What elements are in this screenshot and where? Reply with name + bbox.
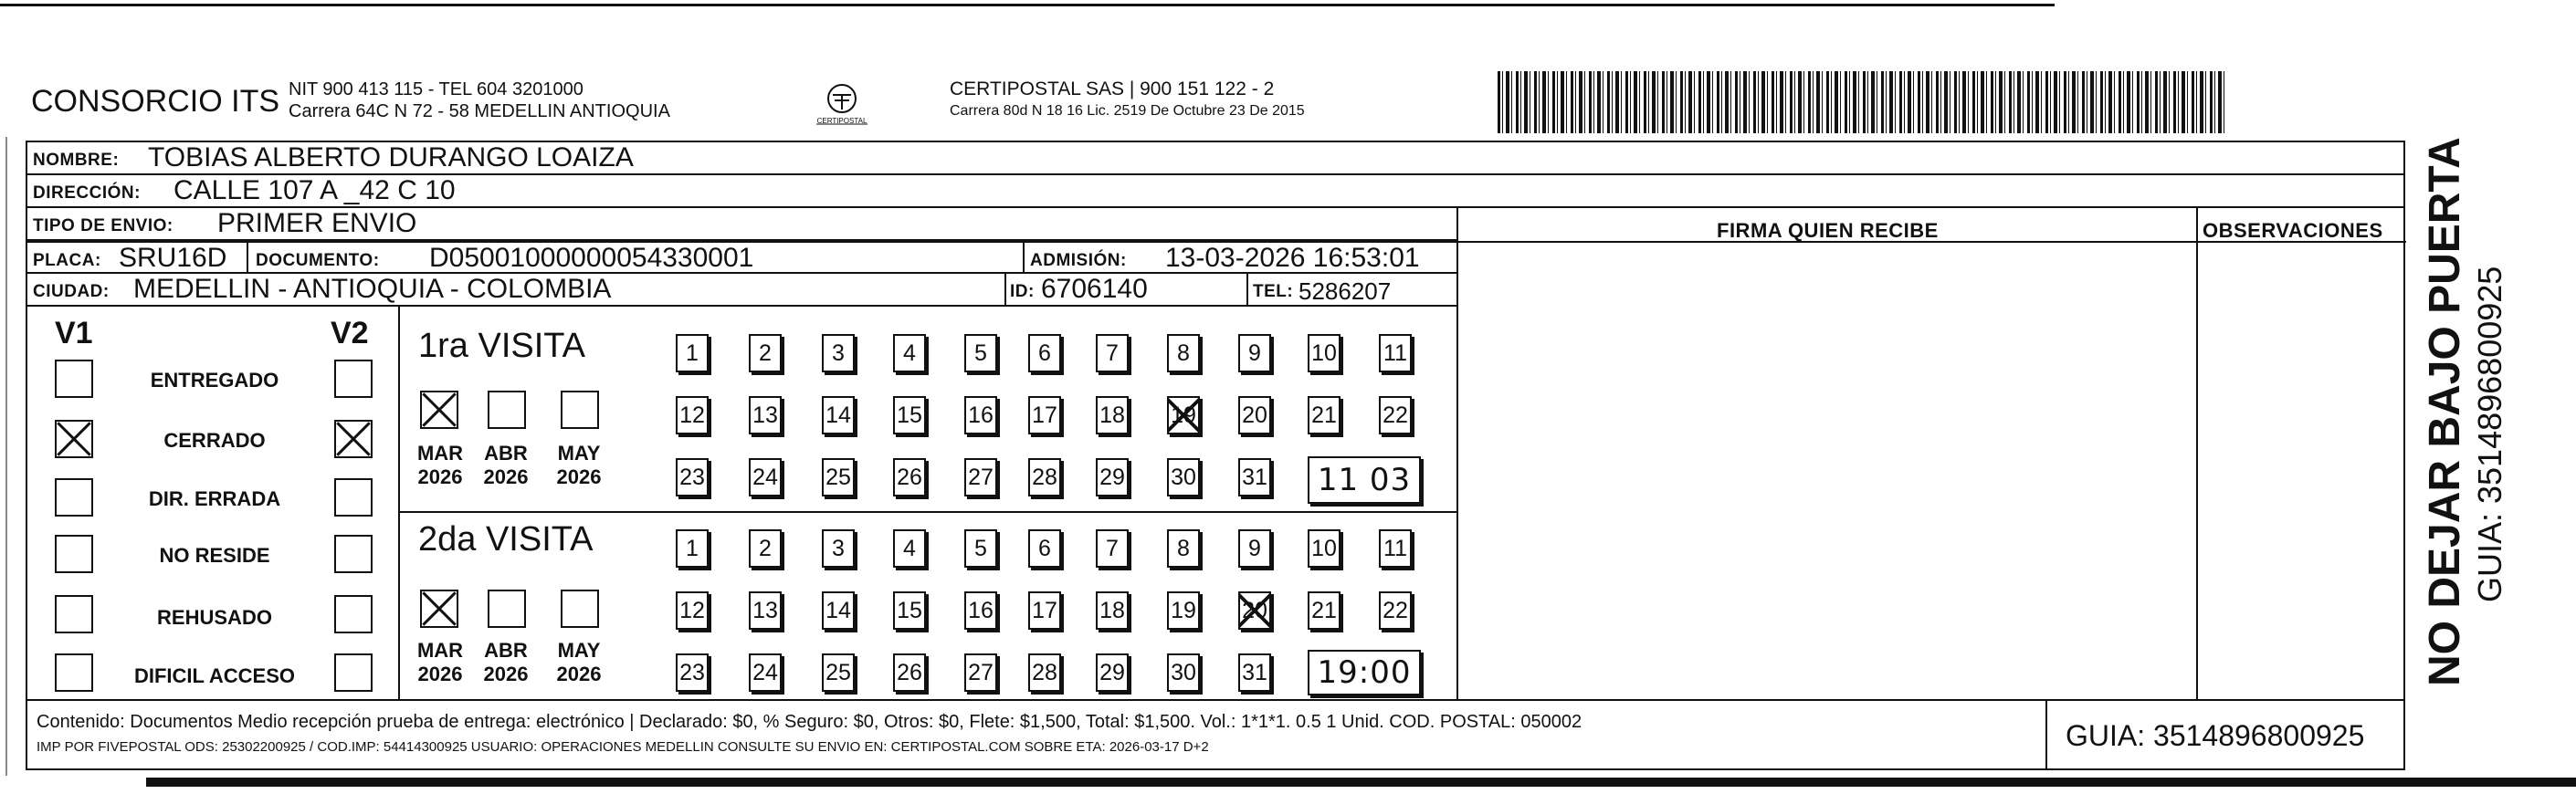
carrier-line2: Carrera 80d N 18 16 Lic. 2519 De Octubre 23 De 2015 bbox=[950, 103, 1305, 119]
first-visit-day-17[interactable]: 17 bbox=[1028, 396, 1061, 434]
bottom-rule bbox=[146, 778, 2576, 787]
second-visit-day-12[interactable]: 12 bbox=[676, 591, 709, 630]
second-visit-day-2[interactable]: 2 bbox=[749, 529, 782, 568]
first-visit-day-21[interactable]: 21 bbox=[1308, 396, 1341, 434]
second-visit-month-mar: MAR 2026 bbox=[416, 639, 464, 685]
first-visit-day-14[interactable]: 14 bbox=[822, 396, 855, 434]
second-visit-day-29[interactable]: 29 bbox=[1096, 653, 1129, 692]
first-visit-month-mar: MAR 2026 bbox=[416, 442, 464, 488]
second-visit-day-10[interactable]: 10 bbox=[1308, 529, 1341, 568]
certipostal-logo bbox=[813, 73, 871, 137]
documento-label: DOCUMENTO: bbox=[256, 251, 380, 270]
carrier-info bbox=[950, 78, 1305, 122]
certipostal-logo-icon bbox=[813, 73, 871, 137]
second-visit-day-20[interactable]: 20 bbox=[1238, 591, 1271, 630]
first-visit-day-13[interactable]: 13 bbox=[749, 396, 782, 434]
tel-value: 5286207 bbox=[1299, 277, 1392, 305]
first-visit-day-18[interactable]: 18 bbox=[1096, 396, 1129, 434]
placa-row bbox=[27, 241, 1456, 274]
second-visit-day-27[interactable]: 27 bbox=[964, 653, 997, 692]
nombre-label: NOMBRE: bbox=[33, 151, 120, 170]
first-visit-day-9[interactable]: 9 bbox=[1238, 334, 1271, 372]
first-visit-day-11[interactable]: 11 bbox=[1379, 334, 1412, 372]
second-visit-day-6[interactable]: 6 bbox=[1028, 529, 1061, 568]
first-visit-may-checkbox[interactable] bbox=[561, 391, 599, 429]
top-rule bbox=[0, 4, 2055, 6]
first-visit-title: 1ra VISITA bbox=[418, 327, 586, 365]
second-visit-day-15[interactable]: 15 bbox=[893, 591, 926, 630]
v1-no-reside-checkbox[interactable] bbox=[55, 535, 93, 573]
first-visit-abr-checkbox[interactable] bbox=[488, 391, 526, 429]
id-label: ID: bbox=[1010, 282, 1035, 301]
v1-cerrado-checkbox[interactable] bbox=[55, 420, 93, 458]
first-visit-day-8[interactable]: 8 bbox=[1167, 334, 1200, 372]
admision-value: 13-03-2026 16:53:01 bbox=[1165, 243, 1420, 273]
second-visit-day-1[interactable]: 1 bbox=[676, 529, 709, 568]
status-no-reside: NO RESIDE bbox=[159, 544, 270, 567]
second-visit-day-9[interactable]: 9 bbox=[1238, 529, 1271, 568]
status-rehusado: REHUSADO bbox=[157, 606, 272, 629]
second-visit-month-abr: ABR 2026 bbox=[483, 639, 529, 685]
second-visit-day-14[interactable]: 14 bbox=[822, 591, 855, 630]
second-visit-mar-checkbox[interactable] bbox=[420, 590, 458, 628]
first-visit-time[interactable]: 11 03 bbox=[1308, 456, 1421, 504]
tel-label: TEL: bbox=[1253, 282, 1294, 301]
first-visit-day-28[interactable]: 28 bbox=[1028, 458, 1061, 496]
first-visit-day-29[interactable]: 29 bbox=[1096, 458, 1129, 496]
second-visit-abr-checkbox[interactable] bbox=[488, 590, 526, 628]
company-info bbox=[289, 78, 670, 122]
first-visit-day-25[interactable]: 25 bbox=[822, 458, 855, 496]
direccion-value: CALLE 107 A _42 C 10 bbox=[173, 175, 456, 205]
first-visit-day-10[interactable]: 10 bbox=[1308, 334, 1341, 372]
direccion-row bbox=[27, 175, 2405, 208]
first-visit-month-may: MAY 2026 bbox=[556, 442, 602, 488]
first-visit-day-19[interactable]: 19 bbox=[1167, 396, 1200, 434]
second-visit-day-11[interactable]: 11 bbox=[1379, 529, 1412, 568]
v1-label: V1 bbox=[55, 316, 93, 350]
footer-line2: IMP POR FIVEPOSTAL ODS: 25302200925 / COD.IMP: 54414300925 USUARIO: OPERACIONES MEDELLIN CONSULTE SU ENVIO EN: CERTIPOSTAL.COM SOBRE ETA: 2026-03-17 D+2 bbox=[37, 739, 1209, 755]
v2-entregado-checkbox[interactable] bbox=[334, 360, 373, 398]
second-visit-time[interactable]: 19:00 bbox=[1308, 650, 1421, 695]
status-dir-errada: DIR. ERRADA bbox=[148, 487, 281, 510]
v2-rehusado-checkbox[interactable] bbox=[334, 595, 373, 633]
second-visit-month-may: MAY 2026 bbox=[556, 639, 602, 685]
v2-cerrado-checkbox[interactable] bbox=[334, 420, 373, 458]
barcode bbox=[1498, 71, 2228, 133]
first-visit-day-5[interactable]: 5 bbox=[964, 334, 997, 372]
second-visit-day-8[interactable]: 8 bbox=[1167, 529, 1200, 568]
observaciones-label: OBSERVACIONES bbox=[2203, 219, 2383, 242]
first-visit-month-abr: ABR 2026 bbox=[483, 442, 529, 488]
logo-text: CERTIPOSTAL bbox=[816, 117, 867, 125]
second-visit-day-19[interactable]: 19 bbox=[1167, 591, 1200, 630]
company-name: CONSORCIO ITS bbox=[31, 84, 280, 119]
first-visit-day-15[interactable]: 15 bbox=[893, 396, 926, 434]
status-dificil-acceso: DIFICIL ACCESO bbox=[133, 664, 295, 687]
v1-dir-errada-checkbox[interactable] bbox=[55, 478, 93, 517]
company-line1: NIT 900 413 115 - TEL 604 3201000 bbox=[289, 79, 584, 99]
first-visit-day-7[interactable]: 7 bbox=[1096, 334, 1129, 372]
first-visit-day-2[interactable]: 2 bbox=[749, 334, 782, 372]
second-visit-day-5[interactable]: 5 bbox=[964, 529, 997, 568]
carrier-line1: CERTIPOSTAL SAS | 900 151 122 - 2 bbox=[950, 78, 1275, 99]
first-visit-day-16[interactable]: 16 bbox=[964, 396, 997, 434]
second-visit-day-22[interactable]: 22 bbox=[1379, 591, 1412, 630]
nombre-value: TOBIAS ALBERTO DURANGO LOAIZA bbox=[148, 142, 634, 172]
v1-dificil-acceso-checkbox[interactable] bbox=[55, 653, 93, 692]
first-visit-day-1[interactable]: 1 bbox=[676, 334, 709, 372]
status-entregado: ENTREGADO bbox=[150, 369, 279, 392]
nombre-row bbox=[27, 142, 2405, 175]
v2-label: V2 bbox=[331, 316, 369, 350]
first-visit-day-20[interactable]: 20 bbox=[1238, 396, 1271, 434]
second-visit-day-16[interactable]: 16 bbox=[964, 591, 997, 630]
second-visit-day-23[interactable]: 23 bbox=[676, 653, 709, 692]
second-visit-day-13[interactable]: 13 bbox=[749, 591, 782, 630]
second-visit-day-18[interactable]: 18 bbox=[1096, 591, 1129, 630]
second-visit-day-7[interactable]: 7 bbox=[1096, 529, 1129, 568]
ciudad-label: CIUDAD: bbox=[33, 282, 110, 301]
second-visit-title: 2da VISITA bbox=[418, 520, 594, 559]
direccion-label: DIRECCIÓN: bbox=[33, 183, 141, 203]
first-visit-day-27[interactable]: 27 bbox=[964, 458, 997, 496]
tipo-row bbox=[27, 208, 1456, 241]
first-visit-mar-checkbox[interactable] bbox=[420, 391, 458, 429]
first-visit-day-31[interactable]: 31 bbox=[1238, 458, 1271, 496]
footer-guia: GUIA: 3514896800925 bbox=[2066, 719, 2365, 752]
ciudad-value: MEDELLIN - ANTIOQUIA - COLOMBIA bbox=[133, 274, 612, 304]
second-visit-day-28[interactable]: 28 bbox=[1028, 653, 1061, 692]
second-visit-may-checkbox[interactable] bbox=[561, 590, 599, 628]
documento-value: D05001000000054330001 bbox=[429, 243, 754, 273]
id-value: 6706140 bbox=[1041, 274, 1148, 304]
left-edge-mark bbox=[5, 137, 7, 776]
second-visit-day-26[interactable]: 26 bbox=[893, 653, 926, 692]
first-visit-day-24[interactable]: 24 bbox=[749, 458, 782, 496]
v1-rehusado-checkbox[interactable] bbox=[55, 595, 93, 633]
status-cerrado: CERRADO bbox=[163, 429, 266, 452]
company-line2: Carrera 64C N 72 - 58 MEDELLIN ANTIOQUIA bbox=[289, 101, 670, 121]
second-visit-day-31[interactable]: 31 bbox=[1238, 653, 1271, 692]
second-visit-day-4[interactable]: 4 bbox=[893, 529, 926, 568]
v2-dir-errada-checkbox[interactable] bbox=[334, 478, 373, 517]
tipo-value: PRIMER ENVIO bbox=[217, 208, 417, 238]
first-visit-day-3[interactable]: 3 bbox=[822, 334, 855, 372]
first-visit-day-22[interactable]: 22 bbox=[1379, 396, 1412, 434]
placa-label: PLACA: bbox=[33, 251, 101, 270]
second-visit-day-24[interactable]: 24 bbox=[749, 653, 782, 692]
v2-dificil-acceso-checkbox[interactable] bbox=[334, 653, 373, 692]
first-visit-day-12[interactable]: 12 bbox=[676, 396, 709, 434]
second-visit-day-30[interactable]: 30 bbox=[1167, 653, 1200, 692]
v2-no-reside-checkbox[interactable] bbox=[334, 535, 373, 573]
first-visit-day-30[interactable]: 30 bbox=[1167, 458, 1200, 496]
ciudad-row bbox=[27, 274, 1456, 307]
second-visit-day-3[interactable]: 3 bbox=[822, 529, 855, 568]
side-guia: GUIA: 3514896800925 bbox=[2471, 266, 2508, 602]
first-visit-day-26[interactable]: 26 bbox=[893, 458, 926, 496]
first-visit-day-23[interactable]: 23 bbox=[676, 458, 709, 496]
firma-label: FIRMA QUIEN RECIBE bbox=[1717, 219, 1939, 242]
second-visit-day-25[interactable]: 25 bbox=[822, 653, 855, 692]
second-visit-day-21[interactable]: 21 bbox=[1308, 591, 1341, 630]
first-visit-day-4[interactable]: 4 bbox=[893, 334, 926, 372]
second-visit-day-17[interactable]: 17 bbox=[1028, 591, 1061, 630]
footer-line1: Contenido: Documentos Medio recepción prueba de entrega: electrónico | Declarado: $0, % Seguro: $0, Otros: $0, Flete: $1,500, Total: $1,500. Vol.: 1*1*1. 0.5 1 Unid. COD. POSTAL: 050002 bbox=[37, 712, 1582, 732]
v1-entregado-checkbox[interactable] bbox=[55, 360, 93, 398]
first-visit-day-6[interactable]: 6 bbox=[1028, 334, 1061, 372]
admision-label: ADMISIÓN: bbox=[1030, 251, 1127, 270]
tipo-label: TIPO DE ENVIO: bbox=[33, 216, 173, 235]
placa-value: SRU16D bbox=[119, 243, 227, 273]
side-notice: NO DEJAR BAJO PUERTA bbox=[2421, 137, 2469, 686]
